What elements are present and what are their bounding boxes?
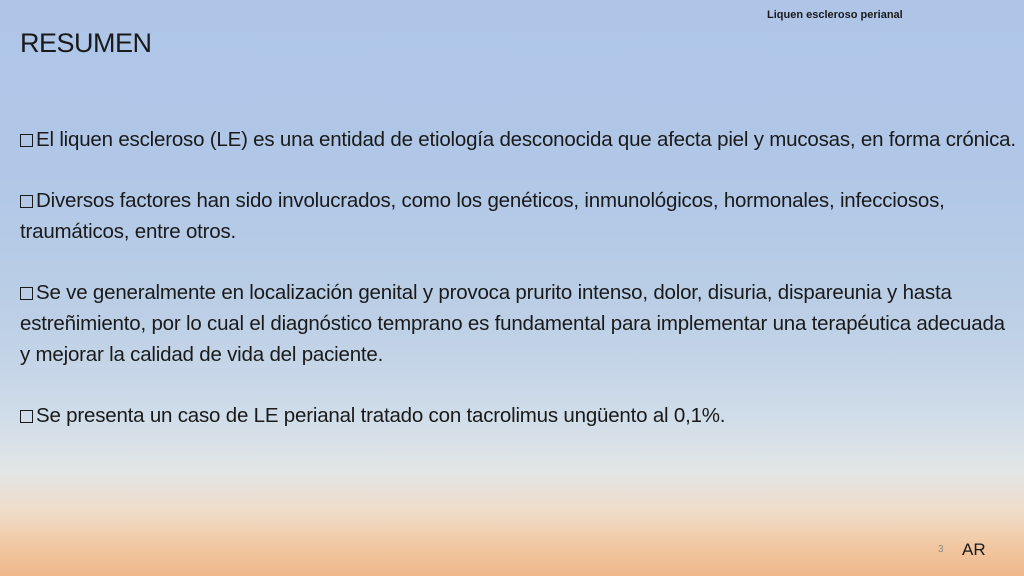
bullet-text: Diversos factores han sido involucrados, como los genéticos, inmunológicos, hormonales, infecciosos, traumáticos, entre otros.	[20, 189, 945, 243]
slide-body	[20, 124, 1020, 431]
bullet-text: Se presenta un caso de LE perianal tratado con tacrolimus ungüento al 0,1%.	[36, 404, 726, 427]
bullet-text: El liquen escleroso (LE) es una entidad de etiología desconocida que afecta piel y mucosas, en forma crónica.	[36, 128, 1016, 151]
checkbox-square-icon	[20, 287, 33, 300]
bullet-text: Se ve generalmente en localización genital y provoca prurito intenso, dolor, disuria, dispareunia y hasta estreñimiento, por lo cual el diagnóstico temprano es fundamental para implementar una terapéutica adecuada y mejorar la calidad de vida del paciente.	[20, 281, 1005, 366]
page-number: 3	[938, 544, 944, 555]
bullet-item	[20, 277, 1020, 370]
bullet-item	[20, 400, 1020, 431]
checkbox-square-icon	[20, 195, 33, 208]
bullet-item	[20, 185, 1020, 247]
bullet-item	[20, 124, 1020, 155]
checkbox-square-icon	[20, 410, 33, 423]
footer-initials: AR	[962, 540, 986, 559]
header-label: Liquen escleroso perianal	[767, 9, 903, 21]
slide-title: RESUMEN	[20, 28, 152, 58]
checkbox-square-icon	[20, 134, 33, 147]
